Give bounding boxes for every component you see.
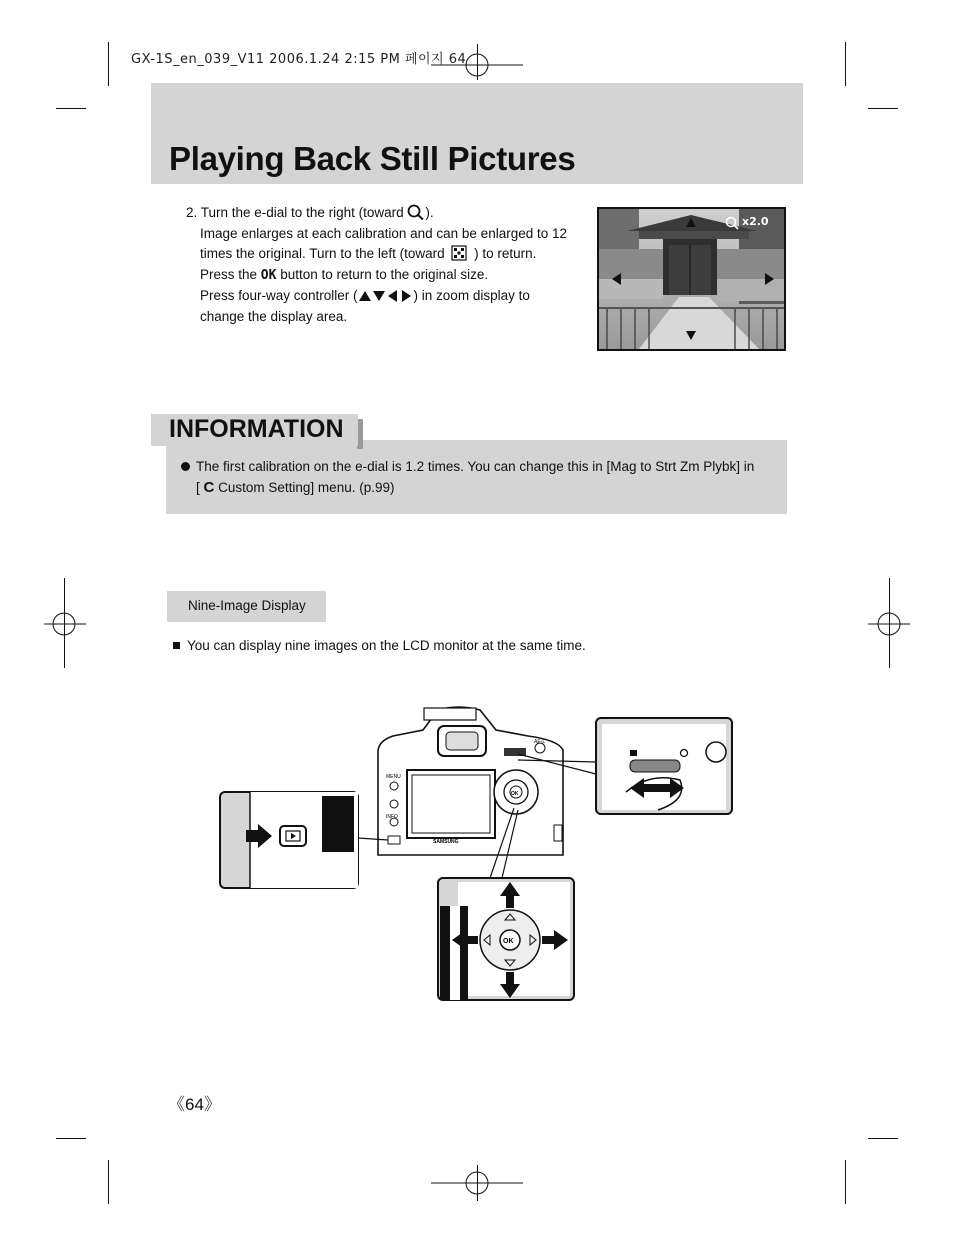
step-line1-prefix: 2. Turn the e-dial to the right (toward (186, 205, 404, 220)
information-line1: The first calibration on the e-dial is 1.2 times. You can change this in [Mag to Strt Zm Plybk] in (196, 459, 755, 474)
information-line2-prefix: [ (196, 479, 200, 495)
information-note (181, 457, 771, 498)
controller-ok-label: OK (503, 938, 514, 945)
temple-gate-photo (599, 209, 784, 349)
information-line2-suffix: Custom Setting] menu. (p.99) (218, 479, 395, 495)
nine-image-text (173, 638, 586, 653)
step-line3-suffix: ) to return. (474, 246, 537, 262)
info-label: INFO (386, 814, 398, 820)
zoomed-photo (597, 207, 786, 351)
thumbnail-icon (630, 750, 637, 756)
ael-label: AE-L (534, 739, 546, 745)
square-bullet-icon (173, 642, 180, 649)
registration-mark-bottom (431, 1163, 523, 1203)
page-number: 《64》 (168, 1095, 221, 1114)
page-title: Playing Back Still Pictures (169, 140, 576, 177)
thumbnail-grid-icon (448, 245, 470, 261)
camera-ok-label: OK (511, 791, 519, 797)
step-line3-prefix: times the original. Turn to the left (toward (200, 246, 445, 262)
menu-label: MENU (386, 774, 401, 780)
print-header: GX-1S_en_039_V11 2006.1.24 2:15 PM 페이지 64 (131, 52, 467, 67)
registration-mark-right (868, 604, 910, 644)
step-line1-suffix: ). (425, 205, 434, 220)
ok-button-label: OK (260, 267, 277, 283)
registration-mark-top (431, 45, 523, 85)
four-way-arrows-icon (358, 289, 414, 303)
magnify-icon (407, 204, 425, 220)
registration-mark-left (44, 604, 86, 644)
step-line4-prefix: Press the (200, 266, 258, 282)
zoom-level-label: x2.0 (742, 215, 769, 228)
camera-back-view (378, 707, 563, 855)
information-heading: INFORMATION (169, 415, 344, 443)
step-line5-prefix: Press four-way controller ( (200, 288, 358, 304)
step-instructions (186, 203, 586, 328)
step-line6: change the display area. (200, 308, 348, 324)
brand-label: SAMSUNG (433, 839, 459, 845)
playback-button-inset (220, 792, 388, 888)
nine-image-label: Nine-Image Display (188, 598, 306, 613)
step-line2: Image enlarges at each calibration and can be enlarged to 12 (200, 225, 568, 241)
bullet-dot-icon (181, 462, 190, 471)
step-line5-suffix: ) in zoom display to (413, 288, 530, 304)
camera-illustration (218, 700, 738, 1010)
custom-setting-icon: C (203, 478, 215, 496)
step-line4-suffix: button to return to the original size. (280, 266, 489, 282)
nine-image-description: You can display nine images on the LCD monitor at the same time. (187, 638, 586, 653)
